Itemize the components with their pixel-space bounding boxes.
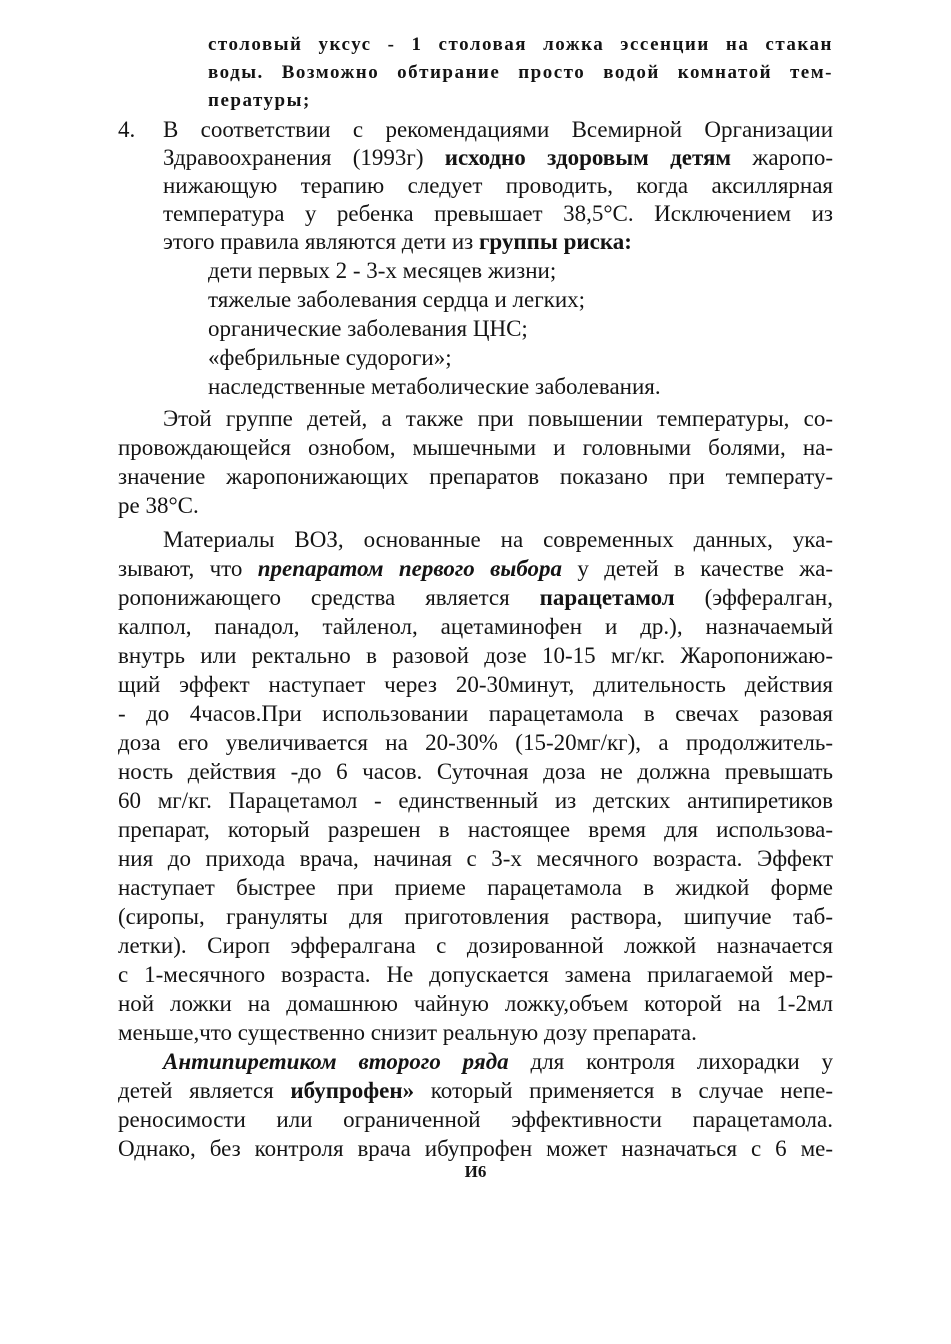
text-line: нижающую терапию следует проводить, когда аксиллярная — [163, 173, 833, 198]
text-line: Материалы ВОЗ, основанные на современных данных, ука- — [163, 527, 833, 552]
text-line — [118, 1047, 833, 1076]
item-number: 4. — [118, 117, 136, 142]
paragraph — [118, 1047, 833, 1163]
text-line: (сиропы, грануляты для приготовления раствора, шипучие таб- — [118, 904, 833, 929]
bold-italic-phrase: препаратом первого выбора — [257, 556, 563, 581]
text-segment: жаропо- — [731, 145, 833, 170]
text-segment: ропонижающего средства является — [118, 585, 540, 610]
paragraph — [118, 525, 833, 1047]
text-line — [163, 144, 833, 172]
text-line: ре 38°С. — [118, 493, 199, 518]
list-item: наследственные метаболические заболевания. — [208, 374, 661, 399]
bold-phrase: исходно здоровым детям — [444, 145, 732, 170]
text-line: воды. Возможно обтирание просто водой комнатой тем- — [208, 62, 833, 83]
text-segment: для контроля лихорадки у — [508, 1049, 833, 1074]
text-line: Этой группе детей, а также при повышении температуры, со- — [163, 406, 833, 431]
text-segment: этого правила являются дети из — [163, 229, 479, 254]
text-line: летки). Сироп эффералгана с дозированной ложкой назначается — [118, 933, 833, 958]
text-segment: зывают, что — [118, 556, 258, 581]
text-line — [118, 583, 833, 612]
text-line: ния до прихода врача, начиная с 3-х месячного возраста. Эффект — [118, 846, 833, 871]
text-segment: Здравоохранения (1993г) — [163, 145, 445, 170]
continuation-block — [208, 31, 833, 115]
bold-phrase: группы риска: — [478, 229, 632, 254]
text-segment: у детей в качестве жа- — [562, 556, 833, 581]
main-text-column — [118, 116, 833, 1163]
text-line — [118, 1076, 833, 1105]
text-line: ной ложки на домашнюю чайную ложку,объем которой на 1-2мл — [118, 991, 833, 1016]
list-item: органические заболевания ЦНС; — [208, 316, 528, 341]
text-segment: (эффералган, — [674, 585, 833, 610]
text-line: меньше,что существенно снизит реальную дозу препарата. — [118, 1020, 697, 1045]
bold-phrase: парацетамол — [539, 585, 675, 610]
bold-italic-phrase: Антипиретиком второго ряда — [163, 1049, 509, 1074]
list-item: дети первых 2 - 3-х месяцев жизни; — [208, 258, 557, 283]
text-segment: детей является — [118, 1078, 291, 1103]
text-line — [163, 228, 833, 256]
text-line: 60 мг/кг. Парацетамол - единственный из детских антипиретиков — [118, 788, 833, 813]
text-line: значение жаропонижающих препаратов показано при температу- — [118, 464, 833, 489]
text-line: пературы; — [208, 90, 311, 111]
text-line: доза его увеличивается на 20-30% (15-20мг/кг), а продолжитель- — [118, 730, 833, 755]
paragraph — [118, 404, 833, 520]
text-line: реносимости или ограниченной эффективности парацетамола. — [118, 1107, 833, 1132]
text-line: калпол, панадол, тайленол, ацетаминофен и др.), назначаемый — [118, 614, 833, 639]
text-line: внутрь или ректально в разовой дозе 10-15 мг/кг. Жаропонижаю- — [118, 643, 833, 668]
text-line: - до 4часов.При использовании парацетамола в свечах разовая — [118, 701, 833, 726]
text-line: ность действия -до 6 часов. Суточная доза не должна превышать — [118, 759, 833, 784]
text-line — [118, 554, 833, 583]
list-item: тяжелые заболевания сердца и легких; — [208, 287, 586, 312]
list-item: «фебрильные судороги»; — [208, 345, 452, 370]
risk-group-list — [118, 256, 833, 401]
bold-phrase: ибупрофен» — [290, 1078, 415, 1103]
text-line: температура у ребенка превышает 38,5°С. Исключением из — [163, 201, 833, 226]
text-segment: который применяется в случае непе- — [414, 1078, 833, 1103]
page-number: И6 — [464, 1162, 487, 1181]
text-line: Однако, без контроля врача ибупрофен может назначаться с 6 ме- — [118, 1136, 833, 1161]
text-line: с 1-месячного возраста. Не допускается замена прилагаемой мер- — [118, 962, 833, 987]
text-line: В соответствии с рекомендациями Всемирной Организации — [163, 117, 833, 142]
text-line: щий эффект наступает через 20-30минут, длительность действия — [118, 672, 833, 697]
text-line: столовый уксус - 1 столовая ложка эссенции на стакан — [208, 34, 833, 55]
text-line: провождающейся ознобом, мышечными и головными болями, на- — [118, 435, 833, 460]
numbered-item — [118, 116, 833, 256]
text-line: наступает быстрее при приеме парацетамола в жидкой форме — [118, 875, 833, 900]
text-line: препарат, который разрешен в настоящее время для использова- — [118, 817, 833, 842]
